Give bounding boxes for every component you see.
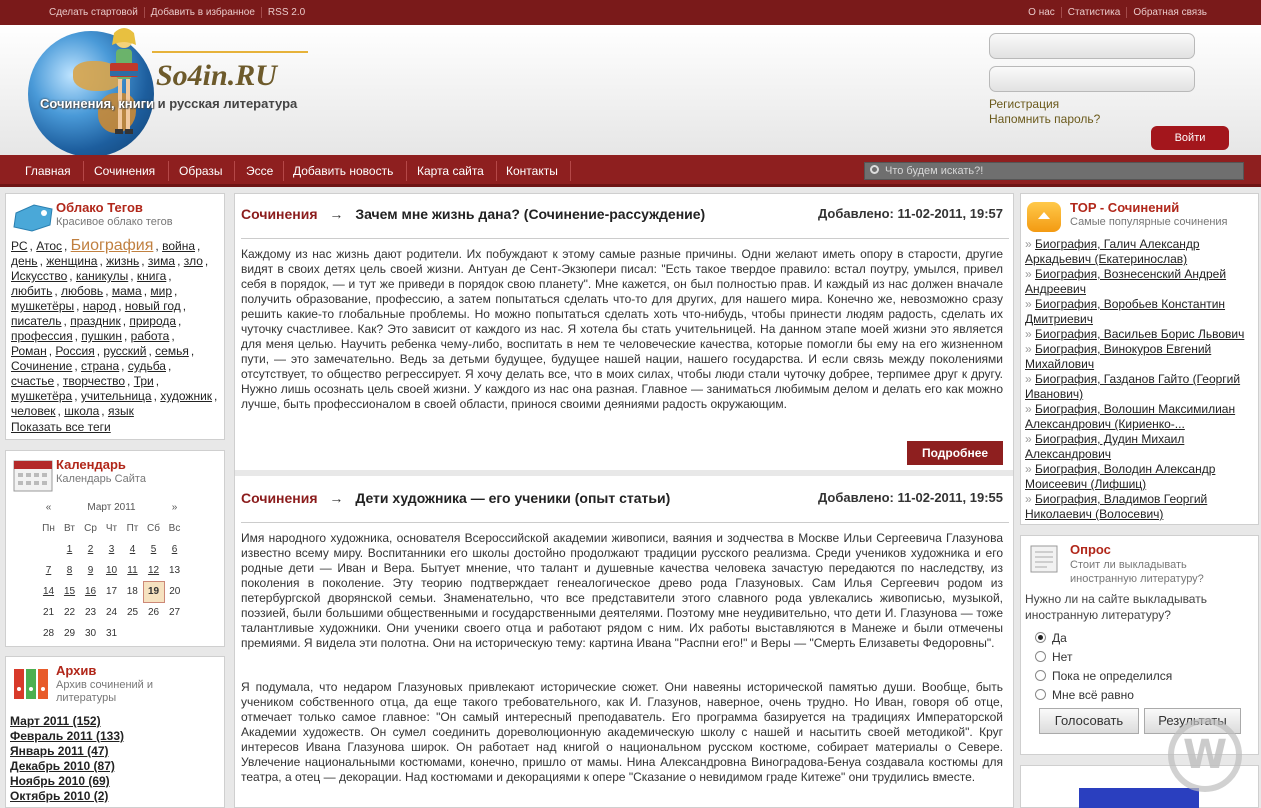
article-category-link[interactable]: Сочинения — [241, 490, 318, 506]
tag-link[interactable]: любовь — [61, 284, 104, 298]
search-input[interactable] — [864, 162, 1244, 180]
logo-underline — [152, 51, 308, 53]
article-text-continued: Я подумала, что недаром Глазуновых привлекают исторические сюжет. Они навеяны исторической памятью души. Вообще, быть учеником собственного отца, да еще такого требовательного, как И. Глазунов, наверное, очень трудно. Но Иван, говоря об отце, отмечает только самое главное: "Он самый интересный преподаватель. Его программа базируется на традициях Императорской Академии художеств. Он сумел соединить дореволюционную академическую школу с нашей и насытить своей методикой". Круг интересов Ивана Глазунова широк. Он работает над книгой о национальном русском костюме, собирает материалы о Севере. Увлечение национальными костюмами, конечно, пришло от мамы. Нина Александровна Виноградова-Бенуа создавала костюмы для театра, а отец — декорации. Над костюмами и декорациями к опере "Сказание о невидимом граде Китеже" они трудились вместе. — [241, 680, 1003, 784]
archive-item[interactable]: Декабрь 2010 (87) — [10, 759, 115, 773]
calendar-day[interactable]: 8 — [66, 565, 73, 576]
archive-item[interactable]: Октябрь 2010 (2) — [10, 789, 109, 803]
banner-image[interactable] — [1079, 788, 1199, 808]
tag-link[interactable]: художник — [160, 389, 213, 403]
nav-sitemap[interactable]: Карта сайта — [417, 164, 484, 178]
slogan-part-2: и русская литература — [154, 96, 298, 111]
top-list-item — [1025, 492, 1253, 522]
calendar-day[interactable]: 9 — [87, 565, 94, 576]
read-more-button[interactable]: Подробнее — [907, 441, 1003, 465]
calendar-day: 24 — [105, 607, 118, 618]
tag-link[interactable]: каникулы — [75, 269, 129, 283]
article-date: Добавлено: 11-02-2011, 19:57 — [817, 206, 1003, 221]
tag-link[interactable]: зима — [147, 254, 176, 268]
calendar-day[interactable]: 12 — [147, 564, 160, 576]
article-category-link[interactable]: Сочинения — [241, 206, 318, 222]
calendar-day — [164, 623, 185, 644]
site-header — [0, 25, 1261, 155]
article-header — [241, 206, 1007, 226]
calendar-day: 29 — [63, 628, 76, 639]
top-bar-right-links — [1022, 7, 1213, 18]
tag-link[interactable]: война — [162, 239, 195, 253]
tag-link[interactable]: человек — [11, 404, 56, 418]
calendar-grid — [38, 497, 185, 644]
calendar-day: 19 — [143, 581, 164, 602]
calendar-day[interactable]: 3 — [108, 544, 115, 555]
calendar-day[interactable]: 5 — [150, 544, 157, 555]
tag-link[interactable]: писатель — [11, 314, 62, 328]
top-essay-link[interactable]: Биография, Галич Александр Аркадьевич (Екатеринослав) — [1025, 237, 1200, 266]
bullet-icon: » — [1025, 267, 1036, 281]
poll-title: Опрос — [1070, 542, 1111, 557]
top-list-item — [1025, 372, 1253, 402]
article-text: Каждому из нас жизнь дают родители. Их побуждают к этому самые разные причины. Одни желают иметь опору в старости, другие видят в своих детях цель своей жизни. Антуан де Сент-Экзюпери писал: "Есть такое твердое правило: встал поутру, умылся, привел себя в порядок, — и тут же приведи в порядок свою планету". Мне кажется, он был полностью прав. И каждый из нас должен вначале получить образование, профессию, а затем попытаться сделать что-то для других, для нашего мира. Конечно же, невозможно сразу решить какие-то глобальные проблемы. Но можно попытаться сделать хоть что-нибудь, чтобы принести людям радость, сделать их чуточку счастливее. Как? Это зависит от каждого из нас. Я хотела бы стать учительницей. На данном этапе моей жизни это является для меня целью. Научить ребенка чему-либо, воспитать в нем те человеческие качества, которые помогли бы ему на его жизненном пути, — это замечательно. Ведь за детьми будущее, будущее нашей нации, нашего государства. И если связь между поколениями отсутствует, то общество регрессирует. Я хочу делать все, что в моих силах, чтобы люди стали чуточку добрее, терпимее друг к другу. Нужно лишь осознать цель своей жизни. У каждого из нас она разная. Главное — заниматься любимым делом и делать его как можно лучше, быть профессионалом в своей области, принося своими деяниями радость окружающим. — [241, 247, 1003, 411]
tag-link[interactable]: школа — [64, 404, 100, 418]
login-password-input[interactable] — [989, 66, 1195, 92]
top-essay-link[interactable]: Биография, Воробьев Константин Дмитриевич — [1025, 297, 1226, 326]
poll-option-yes[interactable] — [1035, 631, 1067, 645]
calendar-day: 25 — [126, 607, 139, 618]
tag-link[interactable]: счастье — [11, 374, 55, 388]
tag-link[interactable]: мушкетёры — [11, 299, 75, 313]
poll-option-no[interactable] — [1035, 650, 1072, 664]
slogan-part-1: Сочинения, книги — [40, 96, 155, 111]
calendar-day[interactable]: 1 — [66, 544, 73, 555]
top-list-item — [1025, 297, 1253, 327]
calendar-day: 21 — [42, 607, 55, 618]
top-essay-link[interactable]: Биография, Волошин Максимилиан Александрович (Кириенко-... — [1025, 402, 1236, 431]
tag-link[interactable]: работа — [130, 329, 170, 343]
top-essay-link[interactable]: Биография, Винокуров Евгений Михайлович — [1025, 342, 1212, 371]
top-essay-link[interactable]: Биография, Вознесенский Андрей Андреевич — [1025, 267, 1227, 296]
tag-link[interactable]: профессия — [11, 329, 73, 343]
tag-link[interactable]: страна — [81, 359, 120, 373]
calendar-day — [122, 623, 143, 644]
tag-link[interactable]: русский — [103, 344, 147, 358]
bullet-icon: » — [1025, 462, 1036, 476]
calendar-month-label: Март 2011 — [87, 502, 136, 513]
tag-link[interactable]: природа — [129, 314, 177, 328]
top-list-item — [1025, 402, 1253, 432]
article-title-link[interactable]: Дети художника — его ученики (опыт статьи) — [355, 490, 671, 506]
archive-item[interactable]: Февраль 2011 (133) — [10, 729, 125, 743]
rss-link[interactable]: RSS 2.0 — [267, 7, 306, 18]
top-essay-link[interactable]: Биография, Дудин Михаил Александрович — [1025, 432, 1185, 461]
bullet-icon: » — [1025, 492, 1036, 506]
top-list — [1025, 237, 1253, 522]
top-essays-box — [1020, 193, 1259, 525]
top-list-item — [1025, 432, 1253, 462]
tag-link[interactable]: книга — [136, 269, 167, 283]
feedback-link[interactable]: Обратная связь — [1133, 7, 1207, 18]
login-username-input[interactable] — [989, 33, 1195, 59]
top-list-item — [1025, 462, 1253, 492]
tag-cloud-subtitle: Красивое облако тегов — [56, 216, 173, 228]
tag-cloud-title: Облако Тегов — [56, 200, 143, 215]
calendar-day: 26 — [147, 607, 160, 619]
calendar-day: 18 — [126, 586, 138, 597]
top-essay-link[interactable]: Биография, Владимов Георгий Николаевич (Волосевич) — [1025, 492, 1208, 521]
remind-password-link[interactable]: Напомнить пароль? — [989, 112, 1101, 126]
calendar-day: 27 — [168, 607, 181, 618]
calendar-weekday: Вс — [168, 523, 181, 534]
girl-mascot-icon — [96, 25, 152, 153]
tag-link[interactable]: любить — [11, 284, 53, 298]
article-header — [241, 490, 1007, 510]
calendar-title: Календарь — [56, 457, 126, 472]
make-homepage-link[interactable]: Сделать стартовой — [43, 7, 145, 18]
bullet-icon: » — [1025, 372, 1036, 386]
radio-icon[interactable] — [1035, 651, 1046, 662]
archive-list — [10, 714, 124, 804]
tag-link[interactable]: Атос — [36, 239, 62, 253]
tag-link[interactable]: жизнь — [106, 254, 140, 268]
calendar-day[interactable]: 4 — [129, 544, 136, 555]
calendar-day: 20 — [169, 586, 181, 597]
main-content — [234, 193, 1014, 808]
calendar-day[interactable]: 11 — [127, 565, 138, 576]
calendar-day[interactable]: 10 — [105, 565, 118, 576]
tag-link[interactable]: Искусство — [11, 269, 68, 283]
top-list-item — [1025, 327, 1253, 342]
poll-option-dont-care[interactable] — [1035, 688, 1134, 702]
search-icon — [870, 165, 879, 174]
calendar-day: 31 — [105, 628, 118, 639]
calendar-day: 22 — [63, 607, 76, 618]
calendar-day: 28 — [42, 628, 55, 639]
archive-item[interactable]: Январь 2011 (47) — [10, 744, 109, 758]
tag-link[interactable]: Сочинение — [11, 359, 73, 373]
article-text: Имя народного художника, основателя Всероссийской академии живописи, ваяния и зодчества в Москве Ильи Сергеевича Глазунова известно всему миру. Воспитанники его школы достойно продолжают традиции русского реализма. Среди учеников художника и его родные дети — Иван и Вера. Бытует мнение, что талант и душевные качества человека зачастую передаются по наследству, из поколения в поколение. Эту теорию подтверждает генеалогическое древо рода Глазуновых. Сам Илья Сергеевич родом из петербургской дворянской семьи. Знаменательно, что все представители этого славного рода увлекались живописью, музыкой, поэзией, были большими общественными и государственными деятелями. Поэтому мне неудивительно, что дети И. Глазунова — тоже талантливые художники. Они ученики своего отца и работают рядом с ним. Их работы выставляются в Манеже и были отмечены премиями. Я видела эти полотна. Они на историческую тему: картина Ивана "Распни его!" и Веры — "Смерть Елизаветы Федоровны". — [241, 531, 1003, 650]
watermark-logo: W — [1168, 718, 1242, 792]
radio-icon[interactable] — [1035, 670, 1046, 681]
archive-title: Архив — [56, 663, 97, 678]
site-slogan — [40, 96, 297, 111]
tag-link[interactable]: Три — [133, 374, 154, 388]
tag-link[interactable]: Россия — [55, 344, 95, 358]
calendar-day[interactable]: 2 — [87, 544, 94, 555]
tag-link[interactable]: учительница — [80, 389, 152, 403]
bullet-icon: » — [1025, 402, 1036, 416]
results-button[interactable]: Результаты — [1144, 708, 1241, 734]
tag-link[interactable]: народ — [82, 299, 117, 313]
tag-link[interactable]: мушкетёра — [11, 389, 73, 403]
tag-link[interactable]: судьба — [127, 359, 166, 373]
poll-subtitle: Стоит ли выкладывать иностранную литературу? — [1070, 559, 1204, 585]
stats-link[interactable]: Статистика — [1062, 7, 1128, 18]
article-date: Добавлено: 11-02-2011, 19:55 — [817, 490, 1003, 505]
calendar-day: 13 — [168, 565, 181, 576]
breadcrumb-arrow: → — [329, 206, 344, 222]
archive-binders-icon — [12, 665, 52, 701]
calendar-day[interactable]: 7 — [45, 565, 52, 576]
tag-link[interactable]: день — [11, 254, 38, 268]
tag-link[interactable]: зло — [183, 254, 203, 268]
show-all-tags-link[interactable]: Показать все теги — [11, 420, 111, 434]
tag-link[interactable]: пушкин — [81, 329, 122, 343]
top-badge-icon — [1027, 202, 1061, 232]
tag-cloud-list: РС , Атос , Биография , война , день , женщина , жизнь , зима , зло , Искусство , каникулы , книга , любить , любовь , мама , мир , мушкетёры , народ , новый год , писатель , праздник , природа , профессия , пушкин , работа , Роман , Россия , русский , семья , Сочинение , страна , судьба , счастье , творчество , Три , мушкетёра , учительница , художник , человек , школа , язык — [11, 237, 218, 418]
calendar-icon — [12, 457, 54, 493]
tag-icon — [12, 203, 54, 233]
tag-link[interactable]: РС — [11, 239, 28, 253]
tag-link[interactable]: язык — [107, 404, 134, 418]
calendar-weekday: Пн — [42, 523, 55, 534]
breadcrumb-arrow: → — [329, 490, 344, 506]
nav-images[interactable]: Образы — [179, 164, 223, 178]
calendar-day: 17 — [105, 586, 118, 597]
poll-option-label: Нет — [1052, 650, 1073, 664]
poll-question: Нужно ли на сайте выкладывать иностранную литературу? — [1025, 592, 1207, 622]
bullet-icon: » — [1025, 342, 1036, 356]
bullet-icon: » — [1025, 327, 1036, 341]
calendar-day[interactable]: 16 — [84, 586, 97, 597]
nav-esse[interactable]: Эссе — [246, 164, 274, 178]
nav-contacts[interactable]: Контакты — [506, 164, 558, 178]
calendar-day[interactable]: 15 — [63, 586, 76, 597]
top-list-item — [1025, 237, 1253, 267]
bullet-icon: » — [1025, 237, 1036, 251]
tag-link[interactable]: праздник — [70, 314, 121, 328]
radio-icon[interactable] — [1035, 689, 1046, 700]
calendar-day: 23 — [84, 607, 97, 618]
tag-link[interactable]: мама — [111, 284, 142, 298]
calendar-box — [5, 450, 225, 647]
calendar-weekday: Ср — [84, 523, 97, 534]
top-essay-link[interactable]: Биография, Газданов Гайто (Георгий Иванович) — [1025, 372, 1241, 401]
bullet-icon: » — [1025, 297, 1036, 311]
top-bar-left-links — [43, 7, 311, 18]
poll-option-label: Да — [1052, 631, 1067, 645]
top-essay-link[interactable]: Биография, Володин Александр Моисеевич (Лифшиц) — [1025, 462, 1216, 491]
calendar-day: 30 — [84, 628, 97, 639]
top-bar — [0, 0, 1261, 25]
poll-newspaper-icon — [1027, 542, 1063, 576]
calendar-weekday: Сб — [147, 523, 160, 534]
top-list-item — [1025, 267, 1253, 297]
logo-text: So4in.RU — [156, 59, 277, 92]
calendar-day[interactable]: 14 — [42, 586, 55, 597]
add-bookmark-link[interactable]: Добавить в избранное — [145, 7, 262, 18]
calendar-prev-month[interactable]: « — [45, 502, 52, 513]
top-title: TOP - Сочинений — [1070, 200, 1180, 215]
search-placeholder: Что будем искать?! — [885, 165, 984, 177]
register-link[interactable]: Регистрация — [989, 97, 1060, 111]
poll-option-undecided[interactable] — [1035, 669, 1172, 683]
calendar-day[interactable]: 6 — [171, 544, 178, 555]
nav-essays[interactable]: Сочинения — [94, 164, 156, 178]
calendar-day — [143, 623, 164, 644]
tag-link[interactable]: семья — [155, 344, 189, 358]
top-list-item — [1025, 342, 1253, 372]
calendar-weekday: Чт — [105, 523, 118, 534]
calendar-weekday: Вт — [64, 523, 75, 534]
tag-link[interactable]: женщина — [46, 254, 98, 268]
poll-option-label: Пока не определился — [1052, 669, 1173, 683]
article-title-link[interactable]: Зачем мне жизнь дана? (Сочинение-рассуждение) — [355, 206, 706, 222]
calendar-weekday: Пт — [126, 523, 139, 534]
archive-subtitle: Архив сочинений и литературы — [56, 679, 154, 704]
archive-item[interactable]: Март 2011 (152) — [10, 714, 101, 728]
bullet-icon: » — [1025, 432, 1036, 446]
tag-cloud-box — [5, 193, 225, 440]
top-essay-link[interactable]: Биография, Васильев Борис Львович — [1035, 327, 1245, 341]
tag-link[interactable]: новый год — [124, 299, 181, 313]
about-link[interactable]: О нас — [1022, 7, 1062, 18]
tag-link[interactable]: Биография — [70, 237, 154, 254]
tag-link[interactable]: творчество — [62, 374, 126, 388]
calendar-subtitle: Календарь Сайта — [56, 473, 146, 485]
tag-link[interactable]: мир — [150, 284, 173, 298]
main-nav — [0, 155, 1261, 187]
poll-option-label: Мне всё равно — [1052, 688, 1134, 702]
tag-link[interactable]: Роман — [11, 344, 47, 358]
nav-add-news[interactable]: Добавить новость — [293, 164, 394, 178]
top-subtitle: Самые популярные сочинения — [1070, 216, 1228, 228]
login-button[interactable]: Войти — [1151, 126, 1229, 150]
vote-button[interactable]: Голосовать — [1039, 708, 1139, 734]
archive-box — [5, 656, 225, 808]
radio-icon[interactable] — [1035, 632, 1046, 643]
nav-home[interactable]: Главная — [25, 164, 71, 178]
archive-item[interactable]: Ноябрь 2010 (69) — [10, 774, 110, 788]
calendar-next-month[interactable]: » — [171, 502, 178, 513]
calendar-day — [38, 539, 59, 560]
